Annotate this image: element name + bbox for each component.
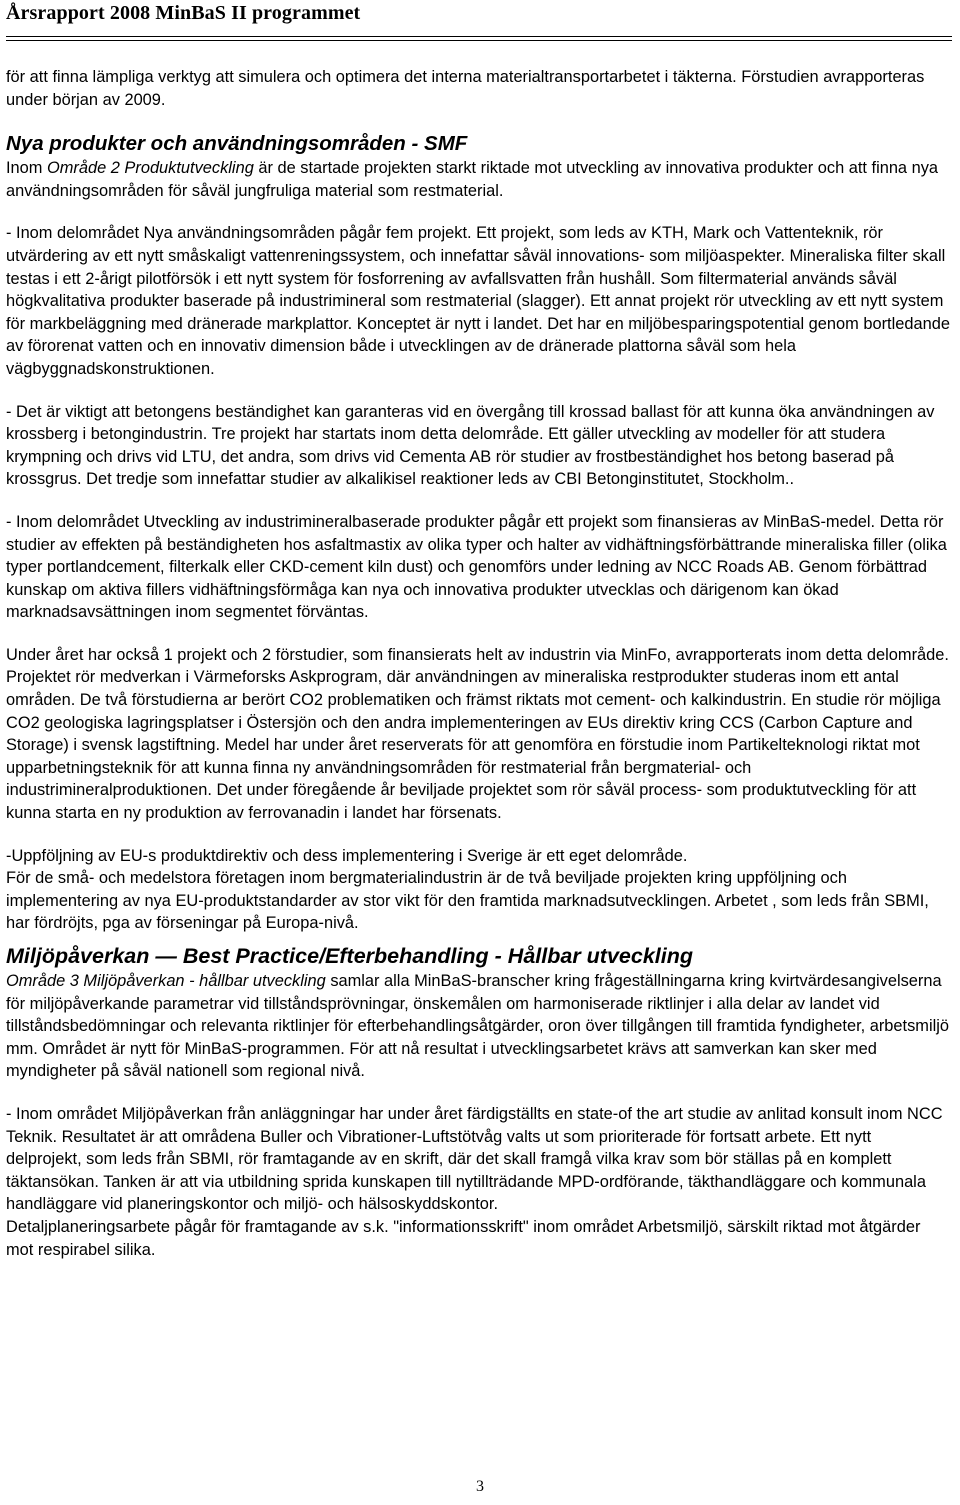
paragraph-intro: för att finna lämpliga verktyg att simulera och optimera det interna materialtransportarbetet i täkterna. Förstudien avrapporteras under början av 2009.: [6, 68, 925, 109]
paragraph-industrial-minerals: - Inom delområdet Utveckling av industrimineralbaserade produkter pågår ett projekt som finansieras av MinBaS-medel. Detta rör studier av effekten på beständigheten hos asfaltmastix av olika typer och halter av vidhäftningsförbättrande mineraliska filler (olika typer portlandcement, filterkalk eller CKD-cement kiln dust) och genomförs under ledning av NCC Roads AB. Genom förbättrad kunskap om aktiva fillers vidhäftningsförmåga kan nya och innovativa produkter utvecklas och därigenom kan ökad marknadsavsättningen inom segmentet förväntas.: [6, 512, 947, 622]
section-heading-smf: Nya produkter och användningsområden - SMF: [6, 132, 468, 156]
paragraph-area2: [6, 157, 950, 202]
paragraph-area2-lead: Inom: [6, 159, 47, 178]
section-heading-environment: Miljöpåverkan — Best Practice/Efterbehandling - Hållbar utveckling: [6, 944, 693, 968]
paragraph-area2-text: är de startade projekten starkt riktade mot utveckling av innovativa produkter och att finna nya användningsområden för såväl jungfruliga material som restmaterial.: [6, 159, 939, 200]
paragraph-eu-standards: För de små- och medelstora företagen inom bergmaterialindustrin är de två beviljade projekten kring uppföljning och implementering av nya EU-produktstandarder av stor vikt för den framtida marknadsutvecklingen. Arbetet , som leds från SBMI, har fördröjts, pga av förseningar på Europa-nivå.: [6, 869, 929, 933]
paragraph-area3: [6, 970, 950, 1083]
area3-title: Område 3 Miljöpåverkan - hållbar utveckling: [6, 972, 326, 990]
header-rule-thin: [6, 40, 952, 41]
paragraph-eu-followup: -Uppföljning av EU-s produktdirektiv och dess implementering i Sverige är ett eget delområde.: [6, 846, 688, 865]
header-rule: [6, 36, 952, 37]
page-number: 3: [476, 1478, 484, 1495]
page-header-title: Årsrapport 2008 MinBaS II programmet: [6, 2, 361, 24]
area2-title: Område 2 Produktutveckling: [47, 159, 254, 178]
document-body: [6, 66, 950, 1261]
paragraph-concrete: - Det är viktigt att betongens beständighet kan garanteras vid en övergång till krossad ballast för att kunna öka användningen av krossberg i betongindustrin. Tre projekt har startats inom detta delområde. Ett gäller utveckling av modeller för att studera krympning och drivs vid LTU, det andra, som drivs vid Cementa AB rör studier av frostbeständighet hos betong baserad på krossgrus. Det tredje som innefattar studier av alkalikisel reaktioner leds av CBI Betonginstitutet, Stockholm..: [6, 402, 935, 489]
paragraph-environment-impact: - Inom området Miljöpåverkan från anläggningar har under året färdigställts en state-of the art studie av anlitad konsult inom NCC Teknik. Resultatet är att områdena Buller och Vibrationer-Luftstötvåg valts ut som prioriterade för fortsatt arbete. Ett nytt delprojekt, som leds från SBMI, rör framtagande av en skrift, där det skall framgå vilka krav som bör ställas på en komplett täktansökan. Tanken är att via utbildning sprida kunskapen till nytillträdande MPD-ordförande, täkthandläggare och kommunala handläggare vid planeringskontor och miljö- och hälsoskyddskontor.: [6, 1104, 943, 1214]
paragraph-detailed-planning: Detaljplaneringsarbete pågår för framtagande av s.k. "informationsskrift" inom området Arbetsmiljö, särskilt riktad mot åtgärder mot respirabel silika.: [6, 1217, 921, 1259]
paragraph-new-uses: - Inom delområdet Nya användningsområden pågår fem projekt. Ett projekt, som leds av KTH, Mark och Vattenteknik, rör utvärdering av ett nytt småskaligt vattenreningssystem, och innefattar såväl innovations- som miljöaspekter. Mineraliska filter skall testas i ett 2-årigt pilotförsök i ett nytt system för fosforrening av avfallsvatten från hushåll. Som filtermaterial används såväl högkvalitativa produkter baserade på industrimineral som restmaterial (slagger). Ett annat projekt rör utveckling av ett nytt system för markbeläggning med dränerade markplattor. Konceptet är nytt i landet. Det har en miljöbesparingspotential genom bortledande av förorenat vatten och en innovativ dimension både i utvecklingen av de dränerade plattorna såväl som hela vägbyggnadskonstruktionen.: [6, 224, 950, 378]
paragraph-area3-text: samlar alla MinBaS-branscher kring frågeställningarna kring kvirtvärdesangivelserna för miljöpåverkande parametrar vid tillståndsprövningar, önskemålen om harmoniserade riktlinjer i alla delar av landet vid tillståndsbedömningar och relevanta riktlinjer för efterbehandlingsåtgärder, oron över tillgången till framtida fyndigheter, arbetsmiljö mm. Området är nytt för MinBaS-programmen. För att nå resultat i utvecklingsarbetet krävs att samverkan kan sker med myndigheter på såväl nationell som regional nivå.: [6, 972, 949, 1081]
paragraph-minfo: Under året har också 1 projekt och 2 förstudier, som finansierats helt av industrin via MinFo, avrapporterats inom detta delområde. Projektet rör medverkan i Värmeforsks Askprogram, där användningen av mineraliska restprodukter studeras inom ett antal områden. De två förstudierna ar berört CO2 problematiken och främst riktats mot cement- och kalkindustrin. En studie rör möjliga CO2 geologiska lagringsplatser i Östersjön och den andra implementeringen av EUs direktiv kring CCS (Carbon Capture and Storage) i svensk lagstiftning. Medel har under året reserverats för att genomföra en förstudie inom Partikelteknologi riktat mot upparbetningsteknik för att kunna finna ny användningsområden för restmaterial från bergmaterial- och industrimineralproduktionen. Det under föregående år beviljade projektet som rör såväl process- som produktutveckling för att kunna starta en ny produktion av ferrovanadin i landet har försenats.: [6, 645, 949, 823]
